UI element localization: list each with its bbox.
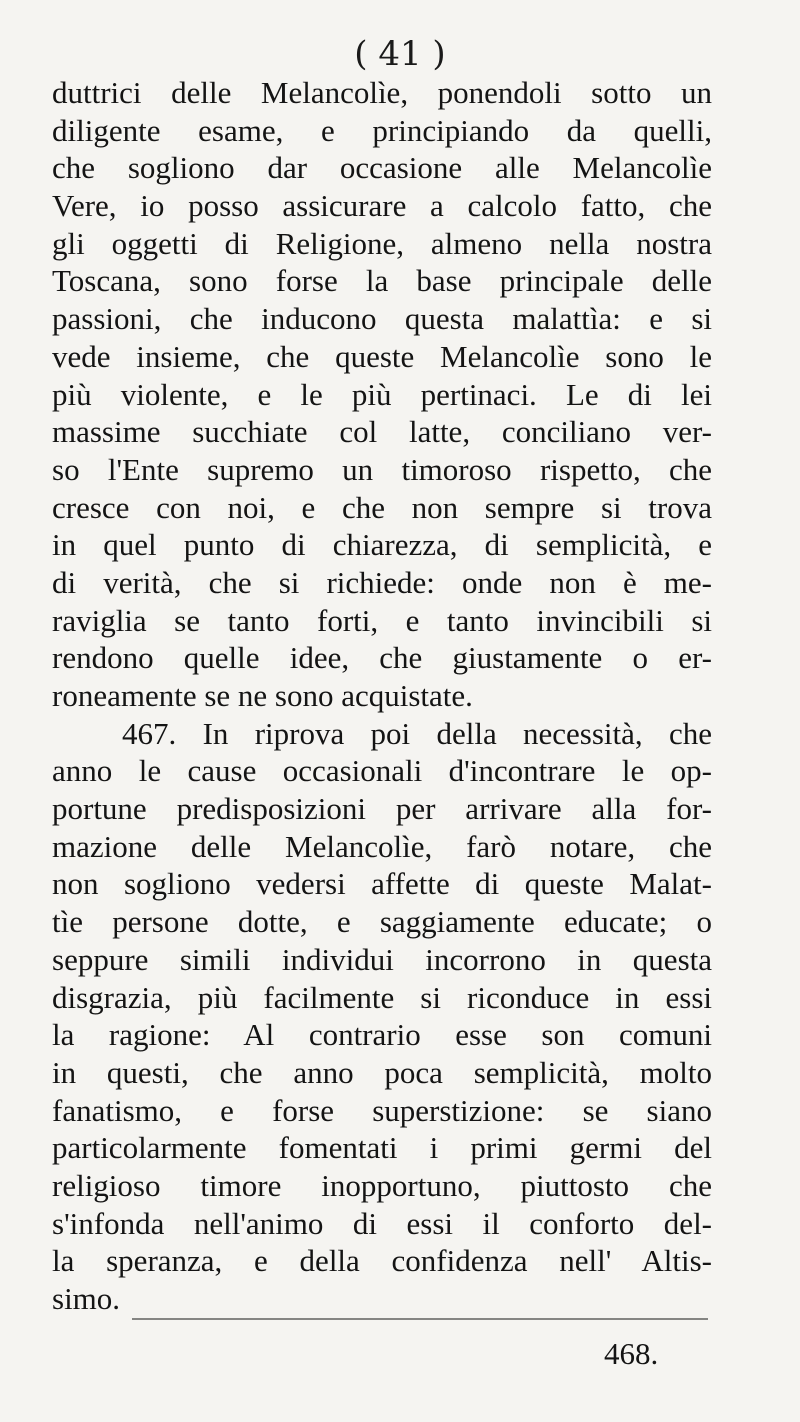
text-line: massime succhiate col latte, conciliano ver- [52,414,712,450]
text-line: cresce con noi, e che non sempre si trova [52,489,712,525]
text-line: Vere, io posso assicurare a calcolo fatto, che [52,188,712,224]
text-line: che sogliono dar occasione alle Melancolìe [52,150,712,186]
text-line: disgrazia, più facilmente si riconduce in essi [52,979,712,1015]
catchword: 468. [604,1336,659,1371]
text-line: Toscana, sono forse la base principale delle [52,263,712,299]
text-line: particolarmente fomentati i primi germi del [52,1130,712,1166]
text-line: diligente esame, e principiando da quelli, [52,112,712,148]
text-line: vede insieme, che queste Melancolìe sono le [52,338,712,374]
text-line: mazione delle Melancolìe, farò notare, che [52,828,712,864]
text-line: in quel punto di chiarezza, di semplicità, e [52,527,712,563]
text-line: fanatismo, e forse superstizione: se siano [52,1092,712,1128]
text-line: seppure simili individui incorrono in questa [52,941,712,977]
text-line: rendono quelle idee, che giustamente o er- [52,640,712,676]
text-line: di verità, che si richiede: onde non è me- [52,564,712,600]
text-line: portune predisposizioni per arrivare alla for- [52,791,712,827]
text-line: gli oggetti di Religione, almeno nella nostra [52,225,712,261]
text-line: religioso timore inopportuno, piuttosto che [52,1167,712,1203]
body-text [52,74,712,1318]
text-line: la speranza, e della confidenza nell' Altis- [52,1243,712,1279]
text-line: non sogliono vedersi affette di queste Malat- [52,866,712,902]
text-line: più violente, e le più pertinaci. Le di lei [52,376,712,412]
paragraph-start-line: 467. In riprova poi della necessità, che [122,715,712,751]
text-line: so l'Ente supremo un timoroso rispetto, che [52,451,712,487]
text-line: s'infonda nell'animo di essi il conforto del- [52,1205,712,1241]
text-line: raviglia se tanto forti, e tanto invincibili si [52,602,712,638]
text-line: la ragione: Al contrario esse son comuni [52,1017,712,1053]
text-line: anno le cause occasionali d'incontrare le op- [52,753,712,789]
text-line: tìe persone dotte, e saggiamente educate; o [52,904,712,940]
text-line: passioni, che inducono questa malattìa: e si [52,301,712,337]
text-line: simo. [52,1281,121,1316]
text-line: in questi, che anno poca semplicità, molto [52,1054,712,1090]
page-number: ( 41 ) [354,34,446,74]
text-line: roneamente se ne sono acquistate. [52,678,473,713]
text-line: duttrici delle Melancolìe, ponendoli sotto un [52,75,712,110]
footer-rule [132,1318,708,1320]
